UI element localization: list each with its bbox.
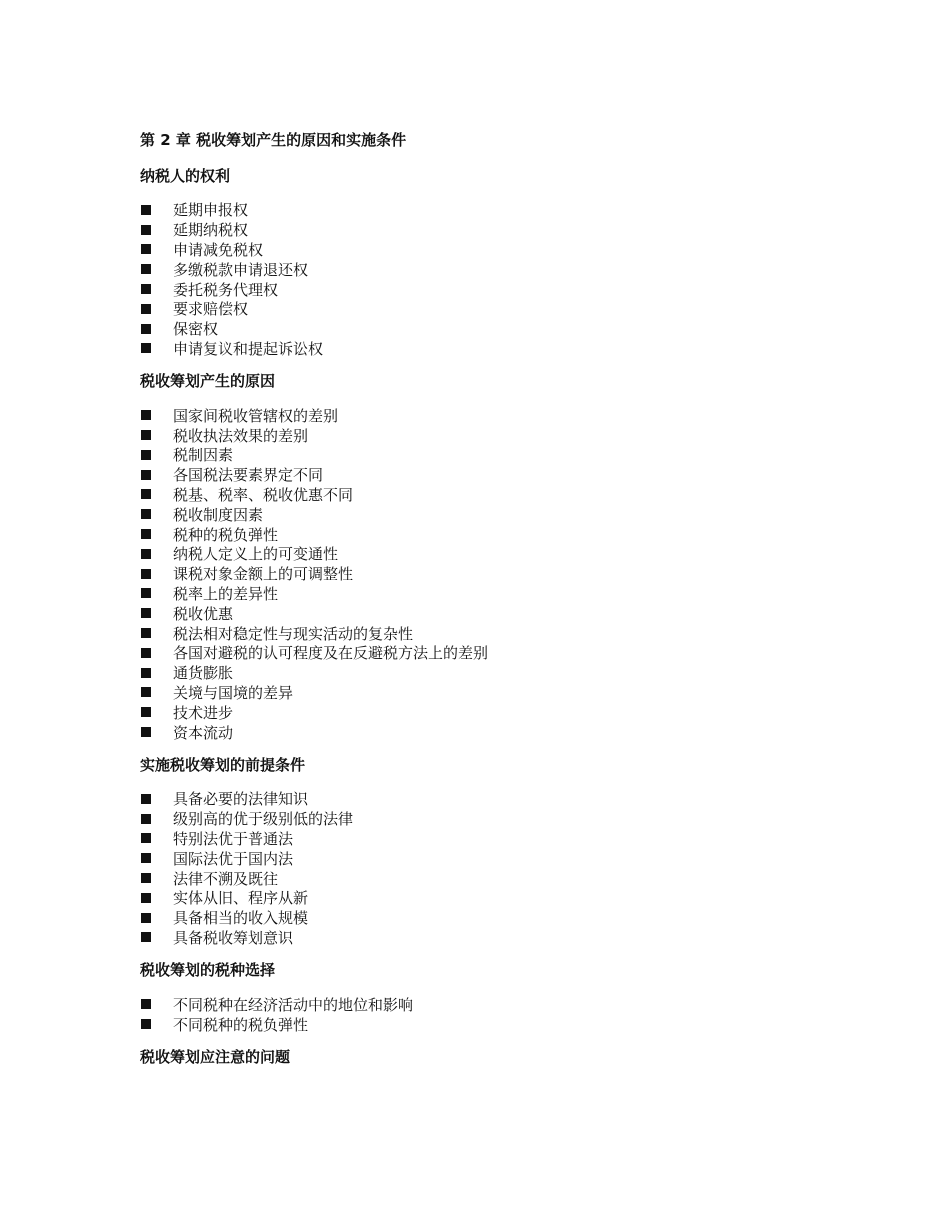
section — [140, 958, 840, 1034]
list-item-text: 具备必要的法律知识 — [173, 790, 309, 809]
list-item-text: 通货膨胀 — [173, 664, 234, 683]
list-item-text: 具备相当的收入规模 — [173, 909, 309, 928]
list-item — [140, 1014, 840, 1034]
square-bullet-icon — [141, 893, 151, 903]
list-item-text: 多缴税款申请退还权 — [173, 260, 309, 279]
list-item-text: 税收制度因素 — [173, 505, 264, 524]
list-item — [140, 220, 840, 240]
list-item-text: 税法相对稳定性与现实活动的复杂性 — [173, 624, 414, 643]
list-item — [140, 200, 840, 220]
list-item-text: 各国对避税的认可程度及在反避税方法上的差别 — [173, 644, 489, 663]
square-bullet-icon — [141, 727, 151, 737]
list-item-text: 要求赔偿权 — [173, 300, 249, 319]
list-item-text: 税制因素 — [173, 446, 234, 465]
list-item — [140, 240, 840, 260]
square-bullet-icon — [141, 509, 151, 519]
list-item-text: 各国税法要素界定不同 — [173, 466, 324, 485]
bullet-list — [140, 789, 840, 947]
list-item — [140, 663, 840, 683]
list-item-text: 关境与国境的差异 — [173, 683, 294, 702]
square-bullet-icon — [141, 284, 151, 294]
square-bullet-icon — [141, 549, 151, 559]
list-item — [140, 465, 840, 485]
list-item-text: 国家间税收管辖权的差别 — [173, 406, 339, 425]
list-item-text: 实体从旧、程序从新 — [173, 889, 309, 908]
list-item — [140, 908, 840, 928]
list-item-text: 特别法优于普通法 — [173, 829, 294, 848]
list-item-text: 委托税务代理权 — [173, 280, 279, 299]
square-bullet-icon — [141, 707, 151, 717]
list-item — [140, 702, 840, 722]
list-item-text: 级别高的优于级别低的法律 — [173, 810, 354, 829]
square-bullet-icon — [141, 668, 151, 678]
list-item — [140, 868, 840, 888]
square-bullet-icon — [141, 410, 151, 420]
list-item — [140, 405, 840, 425]
square-bullet-icon — [141, 470, 151, 480]
list-item — [140, 722, 840, 742]
section — [140, 369, 840, 742]
list-item-text: 技术进步 — [173, 703, 234, 722]
list-item-text: 国际法优于国内法 — [173, 849, 294, 868]
square-bullet-icon — [141, 244, 151, 254]
list-item — [140, 888, 840, 908]
list-item — [140, 584, 840, 604]
list-item — [140, 829, 840, 849]
square-bullet-icon — [141, 999, 151, 1009]
list-item — [140, 544, 840, 564]
square-bullet-icon — [141, 569, 151, 579]
bullet-list — [140, 994, 840, 1034]
square-bullet-icon — [141, 430, 151, 440]
section — [140, 164, 840, 358]
list-item-text: 纳税人定义上的可变通性 — [173, 545, 339, 564]
list-item — [140, 848, 840, 868]
section-heading: 税收筹划应注意的问题 — [140, 1047, 291, 1066]
square-bullet-icon — [141, 588, 151, 598]
square-bullet-icon — [141, 304, 151, 314]
list-item — [140, 524, 840, 544]
list-item — [140, 603, 840, 623]
square-bullet-icon — [141, 529, 151, 539]
square-bullet-icon — [141, 489, 151, 499]
square-bullet-icon — [141, 225, 151, 235]
list-item — [140, 279, 840, 299]
list-item-text: 税种的税负弹性 — [173, 525, 279, 544]
square-bullet-icon — [141, 628, 151, 638]
section-heading: 税收筹划产生的原因 — [140, 372, 276, 391]
list-item — [140, 504, 840, 524]
sections-container — [140, 164, 840, 1069]
list-item — [140, 299, 840, 319]
section-heading: 税收筹划的税种选择 — [140, 961, 276, 980]
square-bullet-icon — [141, 687, 151, 697]
list-item-text: 具备税收筹划意识 — [173, 928, 294, 947]
square-bullet-icon — [141, 794, 151, 804]
square-bullet-icon — [141, 814, 151, 824]
list-item — [140, 319, 840, 339]
square-bullet-icon — [141, 1019, 151, 1029]
list-item-text: 资本流动 — [173, 723, 234, 742]
section-heading: 纳税人的权利 — [140, 167, 231, 185]
list-item-text: 延期纳税权 — [173, 221, 249, 240]
list-item-text: 法律不溯及既往 — [173, 869, 279, 888]
bullet-list — [140, 405, 840, 742]
square-bullet-icon — [141, 450, 151, 460]
list-item-text: 不同税种的税负弹性 — [173, 1015, 309, 1034]
list-item — [140, 809, 840, 829]
square-bullet-icon — [141, 853, 151, 863]
list-item — [140, 485, 840, 505]
square-bullet-icon — [141, 932, 151, 942]
list-item-text: 税率上的差异性 — [173, 584, 279, 603]
list-item-text: 保密权 — [173, 320, 219, 339]
list-item — [140, 564, 840, 584]
bullet-list — [140, 200, 840, 358]
square-bullet-icon — [141, 873, 151, 883]
section — [140, 753, 840, 947]
section-heading: 实施税收筹划的前提条件 — [140, 755, 306, 774]
list-item — [140, 928, 840, 948]
list-item-text: 税收优惠 — [173, 604, 234, 623]
list-item-text: 申请减免税权 — [173, 241, 264, 259]
square-bullet-icon — [141, 264, 151, 274]
list-item-text: 不同税种在经济活动中的地位和影响 — [173, 995, 414, 1014]
square-bullet-icon — [141, 324, 151, 334]
section — [140, 1045, 840, 1069]
list-item — [140, 259, 840, 279]
list-item — [140, 339, 840, 359]
list-item — [140, 643, 840, 663]
list-item — [140, 789, 840, 809]
square-bullet-icon — [141, 608, 151, 618]
list-item — [140, 994, 840, 1014]
list-item-text: 课税对象金额上的可调整性 — [173, 565, 354, 584]
square-bullet-icon — [141, 343, 151, 353]
list-item — [140, 623, 840, 643]
chapter-title: 第 2 章 税收筹划产生的原因和实施条件 — [140, 131, 407, 149]
list-item — [140, 425, 840, 445]
list-item-text: 税收执法效果的差别 — [173, 426, 309, 445]
list-item — [140, 445, 840, 465]
list-item — [140, 683, 840, 703]
list-item-text: 延期申报权 — [173, 201, 249, 220]
square-bullet-icon — [141, 205, 151, 215]
list-item-text: 税基、税率、税收优惠不同 — [173, 485, 354, 504]
square-bullet-icon — [141, 833, 151, 843]
square-bullet-icon — [141, 913, 151, 923]
document-page — [140, 128, 840, 1081]
square-bullet-icon — [141, 648, 151, 658]
list-item-text: 申请复议和提起诉讼权 — [173, 339, 324, 358]
